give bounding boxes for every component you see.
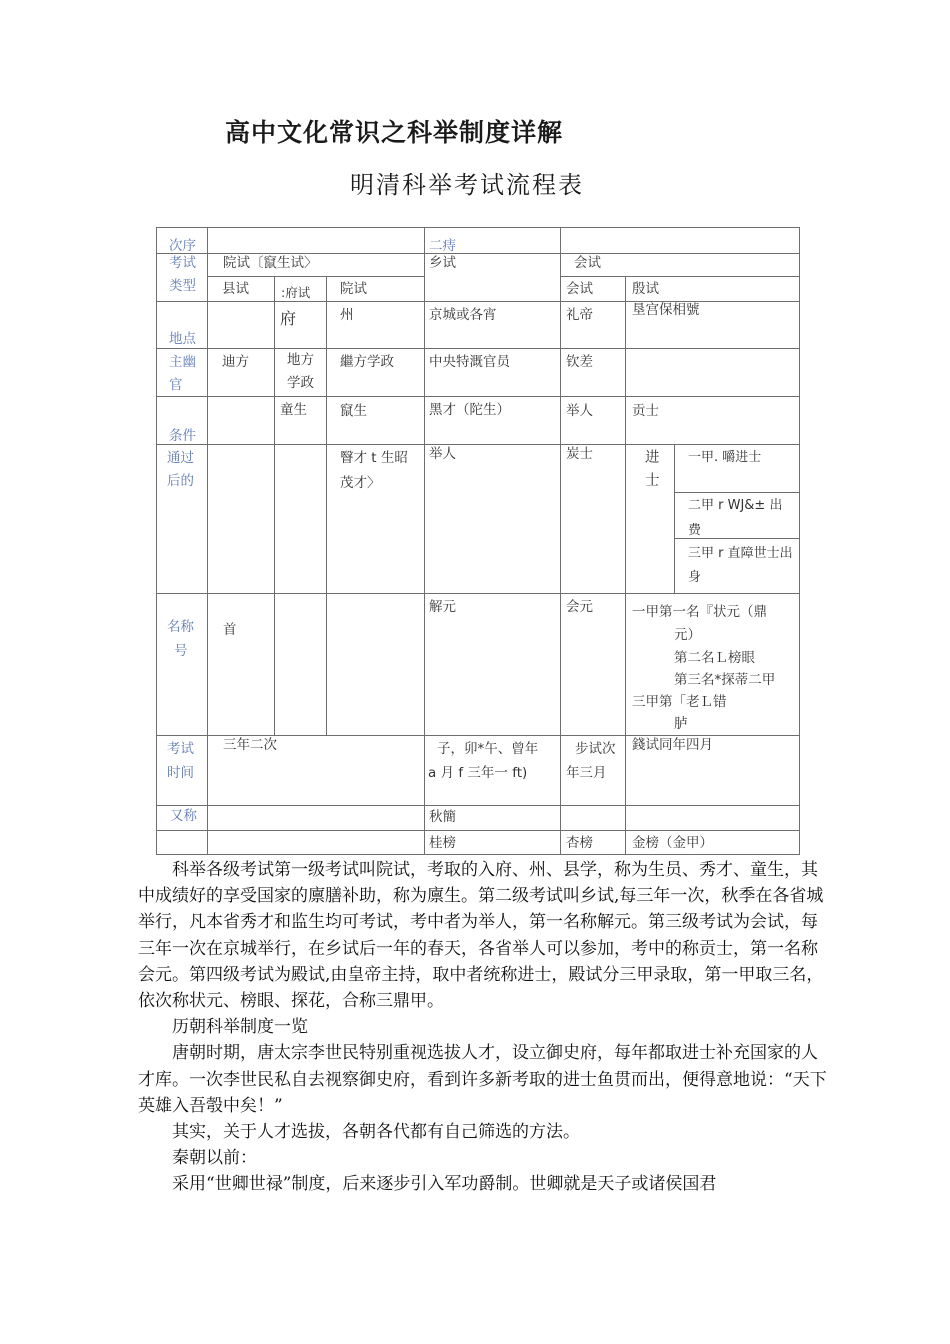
table-rule — [156, 593, 800, 594]
body-text — [138, 857, 830, 1198]
name-list-line: 第三名*探蒂二甲 — [674, 672, 776, 688]
jinshi-label: 进 — [645, 450, 660, 466]
after-jia-cell: 一甲. 嚼进士 — [688, 450, 762, 465]
table-rule — [207, 276, 424, 277]
after-jia-cell: 身 — [688, 570, 702, 585]
row-label-after: 通过 — [167, 450, 194, 466]
name-list-line: 第二名Ｌ榜眼 — [674, 650, 755, 666]
after-cell: 炭士 — [566, 446, 593, 462]
table-rule — [274, 276, 275, 736]
row-label-type: 类型 — [169, 278, 196, 294]
type-xiangshi: 乡试 — [429, 255, 456, 271]
condition-cell: 贡士 — [632, 403, 659, 419]
condition-cell: 举人 — [566, 403, 593, 419]
time-cell: 年三月 — [566, 765, 607, 781]
row-label-time: 考试 — [167, 741, 194, 757]
paragraph: 唐朝时期，唐太宗李世民特别重视选拔人才，设立御史府，每年都取进士补充国家的人才库。一次李世民私自去视察御史府，看到许多新考取的进士鱼贯而出，便得意地说：“天下英雄入吾彀中矣！” — [138, 1043, 827, 1116]
official-cell: 中央特溉官员 — [429, 354, 510, 370]
table-rule — [207, 227, 208, 855]
row-label-official: 主幽 — [169, 354, 196, 370]
paragraph: 科举各级考试第一级考试叫院试，考取的入府、州、县学，称为生员、秀才、童生，其中成绩好的享受国家的廪膳补助，称为廪生。第二级考试叫乡试,每三年一次，秋季在各省城举行，凡本省秀才和监生均可考试，考中者为举人，第一名称解元。第三级考试为会试，每三年一次在京城举行，在乡试后一年的春天，各省举人可以参加，考中的称贡士，第一名称会元。第四级考试为殿试,由皇帝主持，取中者统称进士，殿试分三甲录取，第一甲取三名，依次称状元、榜眼、探花，合称三鼎甲。 — [138, 860, 824, 1012]
sub-xianshi: 县试 — [222, 281, 249, 297]
condition-cell: 黑才（陀生） — [429, 402, 510, 418]
bang-cell: 杏榜 — [566, 835, 593, 851]
official-cell: 学政 — [287, 375, 314, 391]
row-label-alias: 又称 — [170, 808, 197, 824]
after-jia-cell: 二甲 r WJ&± 出 — [688, 498, 783, 513]
name-list-line: 三甲第「老Ｌ错 — [632, 694, 727, 710]
place-cell: 礼帝 — [566, 307, 593, 323]
row-label-official: 官 — [169, 377, 183, 393]
table-rule — [799, 227, 800, 855]
name-cell: 首 — [223, 622, 237, 638]
row-label-time: 时间 — [167, 765, 194, 781]
sub-dianshi: 殷试 — [632, 281, 659, 297]
name-list-line: 胪 — [674, 716, 688, 732]
type-huishi: 会试 — [574, 255, 601, 271]
bang-cell: 金榜（金甲） — [632, 835, 713, 851]
condition-cell: 竄生 — [340, 403, 367, 419]
place-cell: 京城或各宵 — [429, 307, 497, 323]
official-cell: 繼方学政 — [340, 354, 394, 370]
after-cell: 瞖才 t 生昭 — [340, 450, 408, 466]
table-rule — [560, 227, 561, 855]
time-cell: 子，卯*午、曾年 — [437, 741, 539, 757]
table-rule — [156, 830, 800, 831]
sub-fushi: :府试 — [281, 285, 311, 300]
table-rule — [326, 276, 327, 736]
place-cell: 州 — [340, 307, 354, 323]
table-rule — [156, 227, 157, 855]
time-cell: 三年二次 — [223, 737, 277, 753]
exam-process-table — [156, 227, 800, 855]
alias-cell: 秋簡 — [429, 809, 456, 825]
place-cell: 府 — [280, 309, 297, 328]
after-cell: 举人 — [429, 446, 456, 462]
table-rule — [156, 227, 800, 228]
table-rule — [156, 444, 800, 445]
row-label-after: 后的 — [167, 473, 194, 489]
row-label-name: 号 — [174, 643, 188, 659]
jinshi-label: 士 — [645, 473, 660, 489]
section-heading: 历朝科举制度一览 — [172, 1017, 308, 1038]
row-label-order: 次序 — [169, 238, 196, 254]
paragraph: 采用“世卿世禄”制度，后来逐步引入军功爵制。世卿就是天子或诸侯国君 — [172, 1174, 717, 1195]
after-cell: 茂才〉 — [340, 475, 381, 491]
name-cell: 会元 — [566, 599, 593, 615]
sub-yuanshi: 院试 — [340, 281, 367, 297]
row-label-type: 考试 — [169, 255, 196, 271]
table-rule — [156, 805, 800, 806]
type-yuanshi: 院试〔竄生试〉 — [223, 255, 318, 271]
paragraph: 其实，关于人才选拔，各朝各代都有自己筛选的方法。 — [172, 1122, 580, 1143]
row-label-name: 名称 — [167, 619, 194, 635]
table-rule — [674, 444, 675, 594]
table-rule — [560, 276, 800, 277]
time-cell: 步试次 — [575, 741, 616, 757]
table-rule — [424, 227, 425, 855]
table-rule — [625, 276, 626, 855]
row-label-condition: 条件 — [169, 428, 196, 444]
official-cell: 地方 — [287, 352, 314, 368]
place-cell: 垦宫保相號 — [632, 302, 700, 318]
bang-cell: 桂榜 — [429, 835, 456, 851]
time-cell: a 月 f 三年一 ft) — [428, 765, 528, 781]
table-rule — [156, 396, 800, 397]
after-jia-cell: 三甲 r 直障世士出 — [688, 546, 793, 561]
after-jia-cell: 费 — [688, 523, 702, 538]
table-rule — [156, 301, 800, 302]
document-title: 高中文化常识之科举制度详解 — [225, 118, 564, 147]
sub-huishi: 会试 — [566, 281, 593, 297]
table-rule — [674, 492, 800, 493]
official-cell: 钦差 — [566, 354, 593, 370]
condition-cell: 童生 — [280, 402, 307, 418]
name-list-line: 元） — [674, 627, 701, 643]
order-cell: 二痔 — [429, 238, 456, 254]
row-label-place: 地点 — [169, 331, 196, 347]
official-cell: 迪方 — [222, 354, 249, 370]
table-rule — [156, 348, 800, 349]
time-cell: 錢试同年四月 — [632, 737, 713, 753]
name-cell: 解元 — [429, 599, 456, 615]
section-heading: 秦朝以前： — [172, 1148, 257, 1169]
table-title: 明清科举考试流程表 — [350, 171, 584, 199]
name-list-line: 一甲第一名『状元（鼎 — [632, 604, 767, 620]
